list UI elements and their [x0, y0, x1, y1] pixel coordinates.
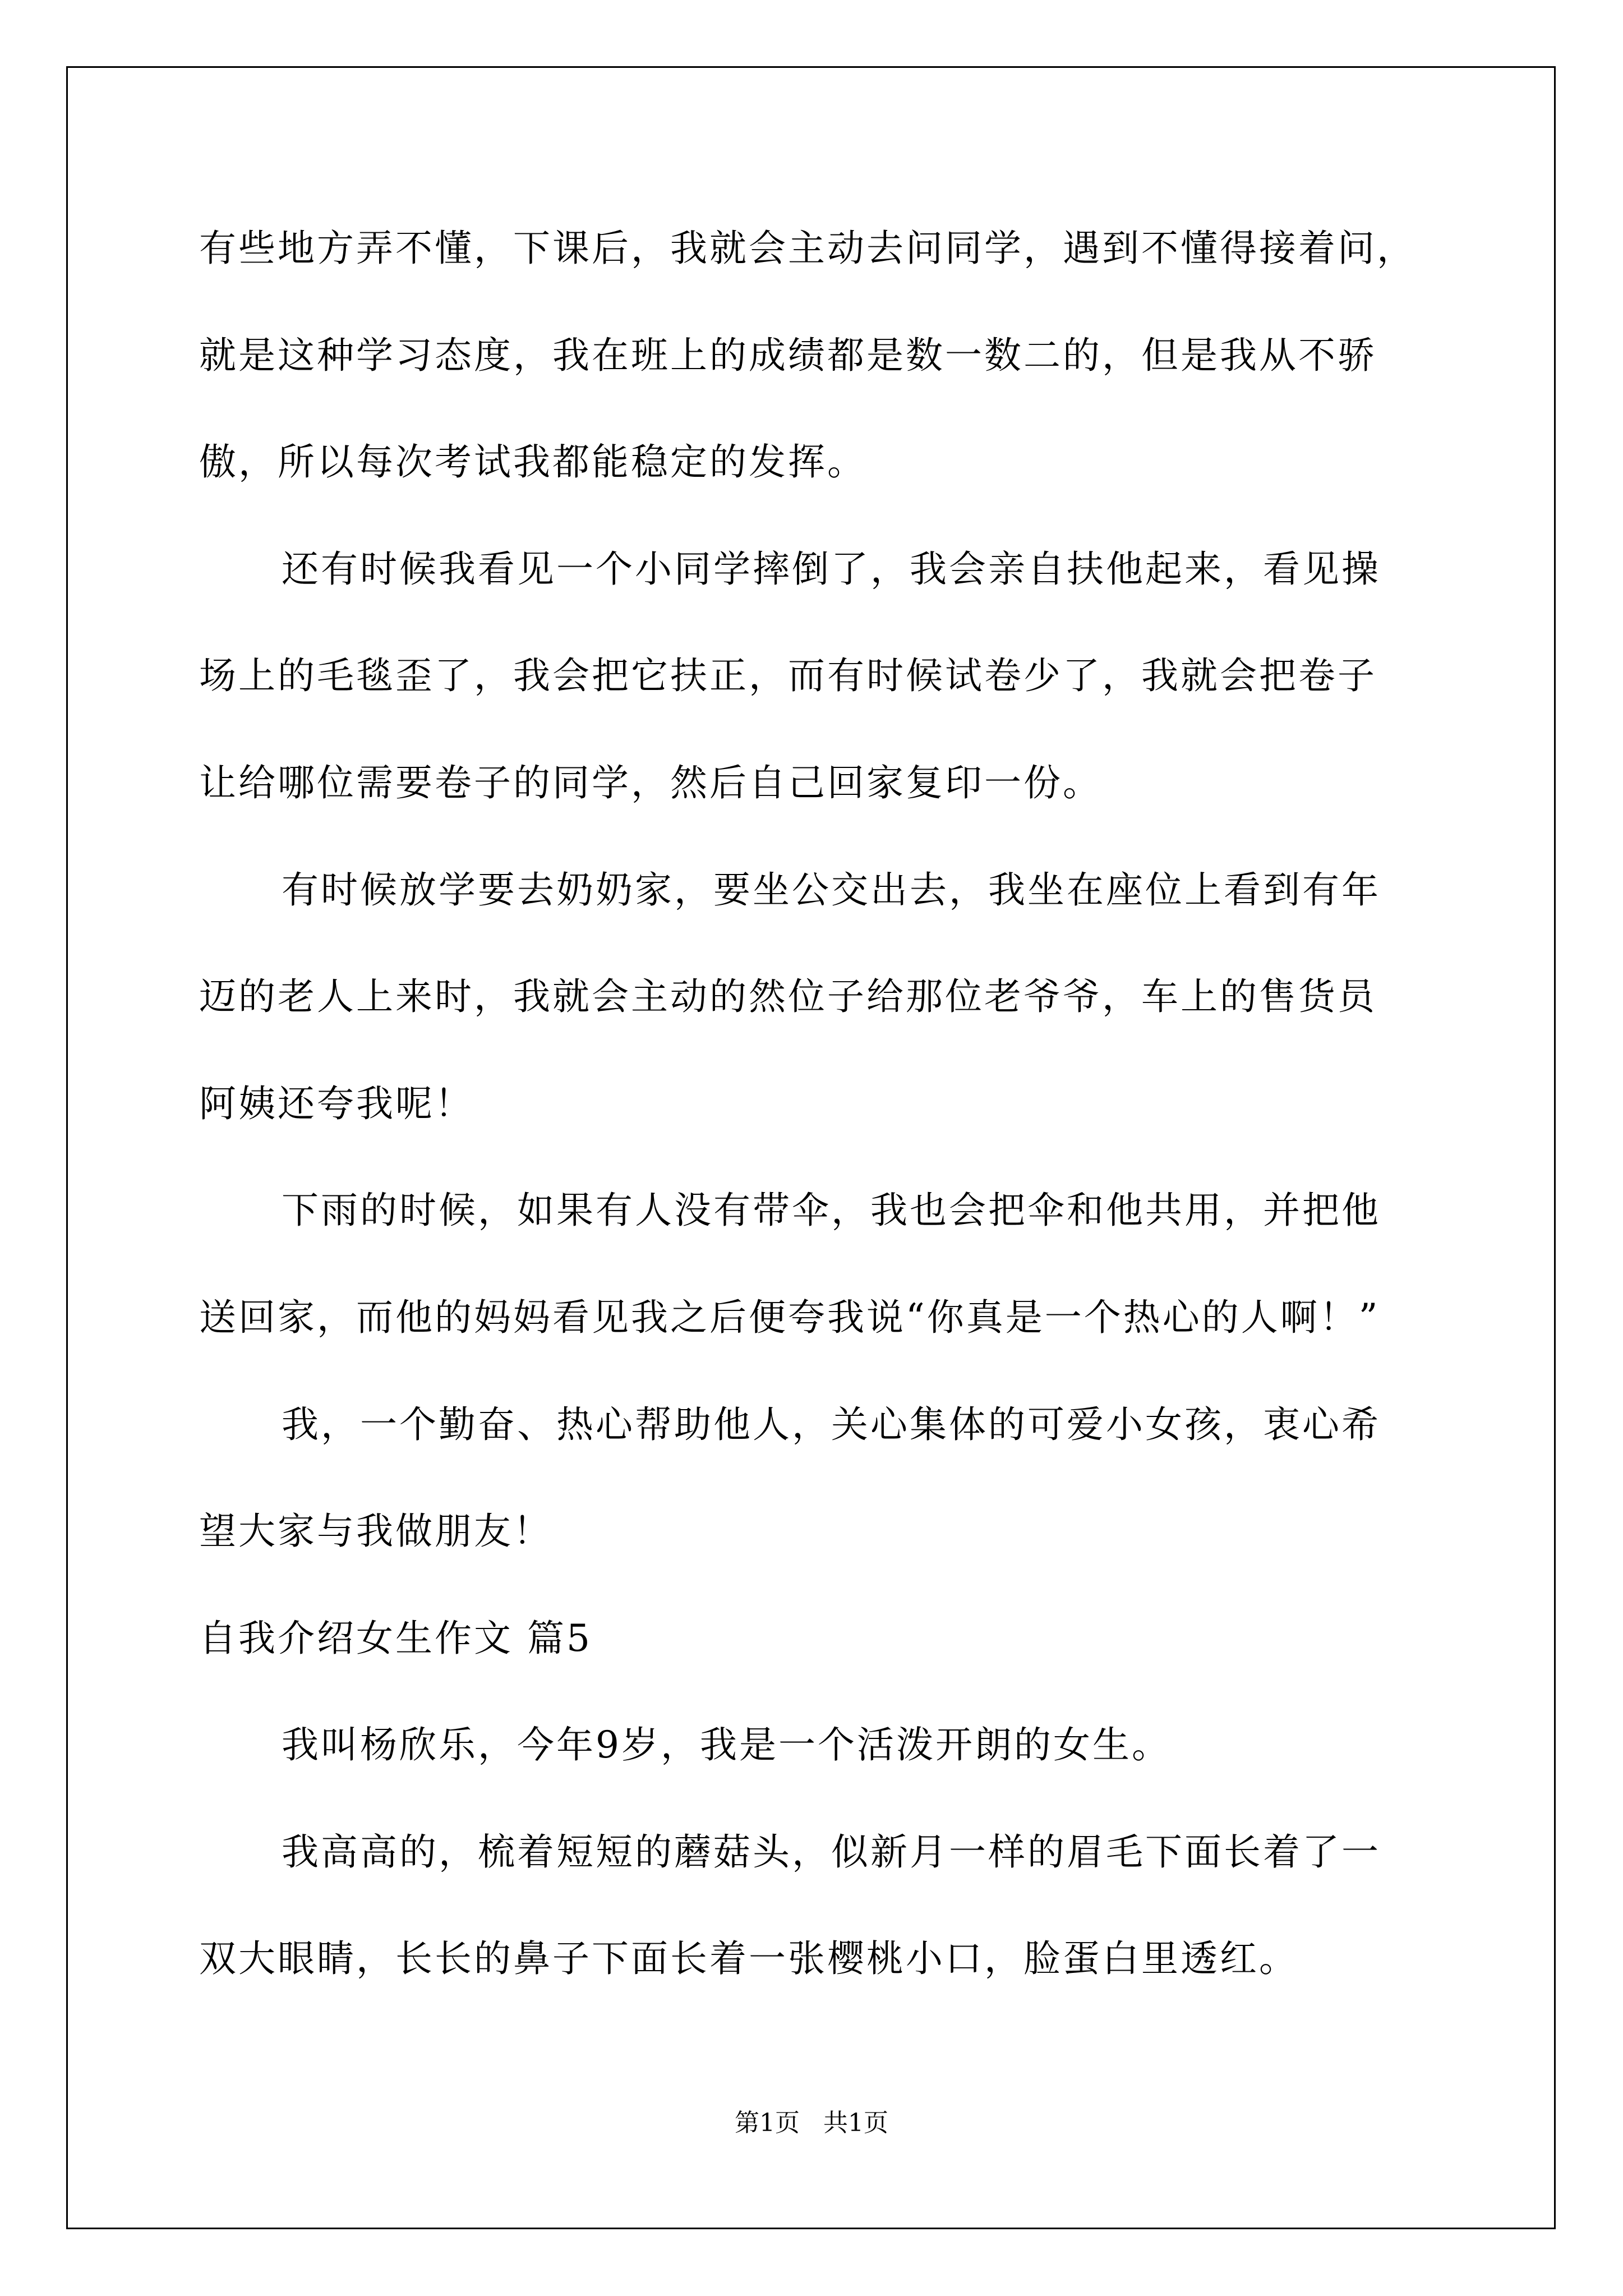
text-line: 我，一个勤奋、热心帮助他人，关心集体的可爱小女孩，衷心希	[282, 1403, 1381, 1446]
text-line: 有些地方弄不懂，下课后，我就会主动去问同学，遇到不懂得接着问，	[199, 227, 1416, 270]
text-line: 送回家，而他的妈妈看见我之后便夸我说“你真是一个热心的人啊！”	[199, 1296, 1380, 1339]
text-line: 傲，所以每次考试我都能稳定的发挥。	[199, 440, 866, 484]
text-line: 还有时候我看见一个小同学摔倒了，我会亲自扶他起来，看见操	[282, 547, 1381, 591]
section-heading: 自我介绍女生作文 篇5	[199, 1617, 592, 1660]
text-line: 望大家与我做朋友！	[199, 1510, 552, 1553]
text-line: 阿姨还夸我呢！	[199, 1082, 474, 1125]
text-line: 场上的毛毯歪了，我会把它扶正，而有时候试卷少了，我就会把卷子	[199, 654, 1377, 697]
page-border	[66, 66, 1556, 2229]
text-line: 有时候放学要去奶奶家，要坐公交出去，我坐在座位上看到有年	[282, 868, 1381, 912]
text-line: 下雨的时候，如果有人没有带伞，我也会把伞和他共用，并把他	[282, 1189, 1381, 1232]
text-line: 我高高的，梳着短短的蘑菇头，似新月一样的眉毛下面长着了一	[282, 1830, 1381, 1874]
text-line: 就是这种学习态度，我在班上的成绩都是数一数二的，但是我从不骄	[199, 334, 1377, 377]
text-line: 迈的老人上来时，我就会主动的然位子给那位老爷爷，车上的售货员	[199, 975, 1377, 1018]
text-line: 我叫杨欣乐，今年9岁，我是一个活泼开朗的女生。	[282, 1723, 1171, 1766]
page-footer: 第1页 共1页	[735, 2109, 888, 2137]
text-line: 让给哪位需要卷子的同学，然后自己回家复印一份。	[199, 761, 1102, 804]
text-line: 双大眼睛，长长的鼻子下面长着一张樱桃小口，脸蛋白里透红。	[199, 1937, 1298, 1980]
